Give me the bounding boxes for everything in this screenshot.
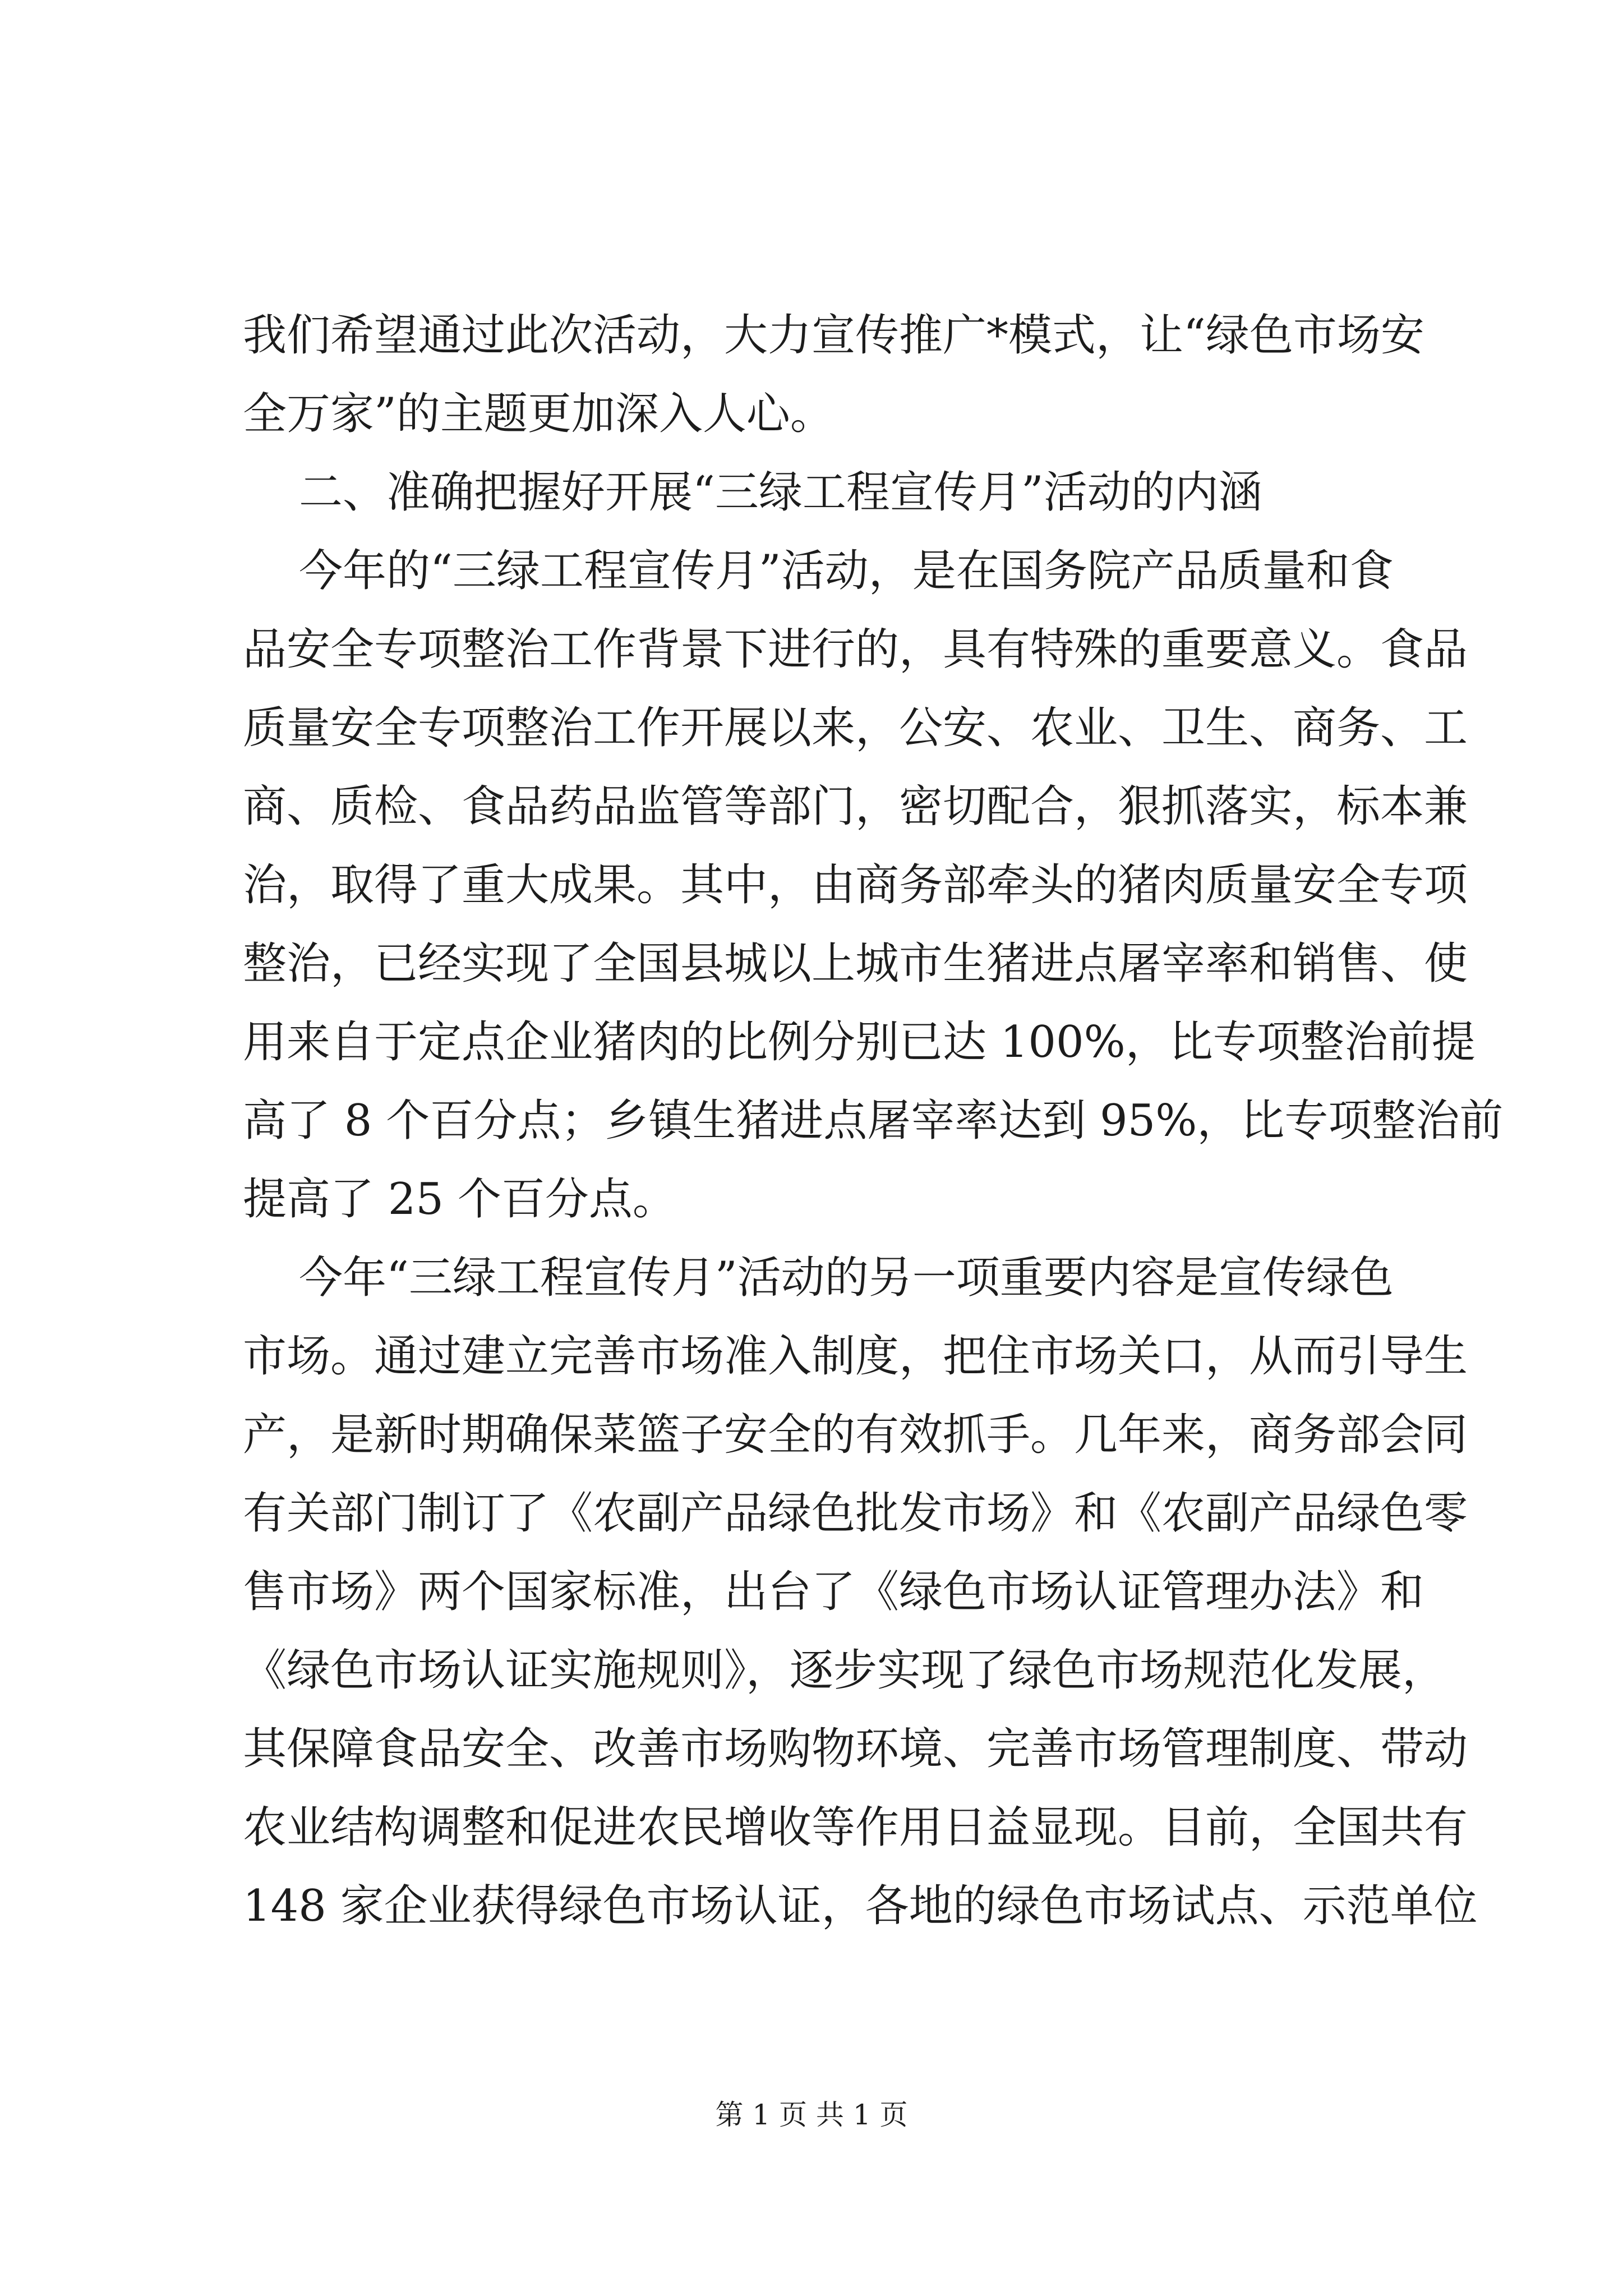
para2-line-9: 提高了 25 个百分点。 [243,1174,676,1225]
para3-line-7: 其保障食品安全、改善市场购物环境、完善市场管理制度、带动 [243,1724,1468,1774]
para2-line-5: 治，取得了重大成果。其中，由商务部牵头的猪肉质量安全专项 [243,860,1468,910]
para3-line-5: 售市场》两个国家标准，出台了《绿色市场认证管理办法》和 [243,1567,1424,1617]
para2-line-2: 品安全专项整治工作背景下进行的，具有特殊的重要意义。食品 [243,624,1468,675]
para3-line-3: 产，是新时期确保菜篮子安全的有效抓手。几年来，商务部会同 [243,1410,1468,1460]
para3-line-2: 市场。通过建立完善市场准入制度，把住市场关口，从而引导生 [243,1331,1468,1382]
section-heading: 二、准确把握好开展“三绿工程宣传月”活动的内涵 [299,467,1262,518]
page-number-footer: 第 1 页 共 1 页 [715,2099,908,2131]
para3-line-1: 今年“三绿工程宣传月”活动的另一项重要内容是宣传绿色 [299,1253,1394,1303]
para2-line-6: 整治，已经实现了全国县城以上城市生猪进点屠宰率和销售、使 [243,938,1468,989]
para2-line-3: 质量安全专项整治工作开展以来，公安、农业、卫生、商务、工 [243,703,1468,753]
para2-line-1: 今年的“三绿工程宣传月”活动，是在国务院产品质量和食 [299,546,1394,596]
para3-line-6: 《绿色市场认证实施规则》，逐步实现了绿色市场规范化发展， [243,1645,1446,1696]
para1-line-1: 我们希望通过此次活动，大力宣传推广*模式，让“绿色市场安 [243,310,1424,361]
para2-line-7: 用来自于定点企业猪肉的比例分别已达 100%，比专项整治前提 [243,1017,1476,1068]
para2-line-4: 商、质检、食品药品监管等部门，密切配合，狠抓落实，标本兼 [243,781,1468,832]
para3-line-4: 有关部门制订了《农副产品绿色批发市场》和《农副产品绿色零 [243,1488,1468,1539]
para2-line-8: 高了 8 个百分点；乡镇生猪进点屠宰率达到 95%，比专项整治前 [243,1096,1504,1146]
para3-line-8: 农业结构调整和促进农民增收等作用日益显现。目前，全国共有 [243,1802,1468,1853]
para1-line-2: 全万家”的主题更加深入人心。 [243,389,834,439]
para3-line-9: 148 家企业获得绿色市场认证，各地的绿色市场试点、示范单位 [243,1881,1478,1931]
